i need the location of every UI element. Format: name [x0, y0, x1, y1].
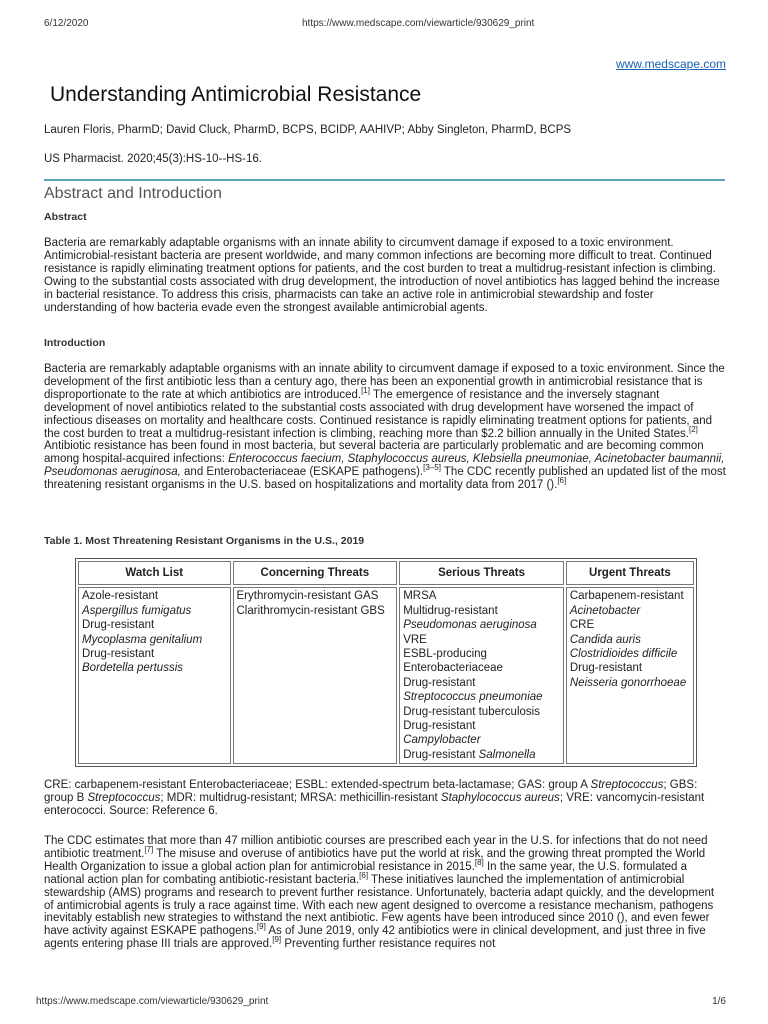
- organism-entry: Azole-resistant: [82, 590, 159, 603]
- organism-entry: Mycoplasma genitalium: [82, 633, 203, 646]
- reference-link[interactable]: [6]: [359, 870, 369, 880]
- article-title: Understanding Antimicrobial Resistance: [50, 83, 422, 106]
- organism-entry: MRSA: [403, 590, 437, 603]
- reference-link[interactable]: [3–5]: [423, 463, 441, 473]
- print-header-url: https://www.medscape.com/viewarticle/930629_print: [302, 18, 535, 29]
- body-paragraph: The CDC estimates that more than 47 million antibiotic courses are prescribed each year in the U.S. for infections that do not need antibiotic treatment.[7] The misuse and overuse of antibiotics have put the world at risk, and the growing threat prompted the World Health Organization to issue a global action plan for antimicrobial resistance in 2015.[8] In the same year, the U.S. formulated a national action plan for combating antibiotic-resistant bacteria.[6] These initiatives launched the implementation of antimicrobial stewardship (AMS) programs and research to prevent further resistance. Unfortunately, bacteria adapt quickly, and the development of antimicrobial agents is truly a race against time. With each new agent designed to overcome a resistance mechanism, pathogens inevitably establish new strategies to withstand the next antibiotic. Few agents have been introduced since 2010 (), and even fewer have activity against ESKAPE pathogens.[9] As of June 2019, only 42 antibiotics were in clinical development, and just three in five agents entering phase III trials are approved.[9] Preventing further resistance requires not: [44, 835, 715, 951]
- organism-entry: Drug-resistant: [82, 648, 155, 661]
- organism-entry: VRE: [403, 633, 427, 646]
- organism-entry: Multidrug-resistant: [403, 604, 498, 617]
- organism-entry: Enterobacteriaceae: [403, 662, 503, 675]
- threats-table: [75, 558, 697, 767]
- organism-entry: Candida auris: [569, 633, 641, 646]
- organism-entry: Drug-resistant Salmonella: [403, 748, 536, 761]
- table-row: [78, 587, 694, 764]
- organism-entry: Bordetella pertussis: [82, 662, 183, 675]
- reference-link[interactable]: [6]: [557, 476, 567, 486]
- organism-entry: Drug-resistant: [569, 662, 643, 675]
- reference-link[interactable]: [8]: [474, 857, 484, 867]
- organism-entry: Clostridioides difficile: [569, 648, 678, 661]
- article-authors: Lauren Floris, PharmD; David Cluck, PharmD, BCPS, BCIDP, AAHIVP; Abby Singleton, PharmD, BCPS: [44, 124, 572, 136]
- introduction-heading: Introduction: [44, 337, 106, 349]
- page-number: 1/6: [712, 996, 726, 1007]
- organism-entry: Carbapenem-resistant: [569, 590, 684, 603]
- reference-link[interactable]: [1]: [361, 385, 370, 395]
- section-title: Abstract and Introduction: [44, 185, 222, 202]
- organism-entry: Acinetobacter: [569, 604, 641, 617]
- serious-threats-cell: [399, 587, 564, 764]
- table-header-serious-threats: Serious Threats: [399, 561, 564, 585]
- organism-entry: Drug-resistant: [403, 676, 476, 689]
- table-header-urgent-threats: Urgent Threats: [566, 561, 694, 585]
- article-citation: US Pharmacist. 2020;45(3):HS-10--HS-16.: [44, 153, 262, 165]
- organism-entry: Drug-resistant tuberculosis: [403, 705, 540, 718]
- reference-link[interactable]: [9]: [272, 935, 282, 945]
- abstract-paragraph: Bacteria are remarkably adaptable organisms with an innate ability to circumvent damage if exposed to a toxic environment. Antimicrobial-resistant bacteria are present worldwide, and many common infections are becoming more difficult to treat. Continued resistance is rapidly eliminating treatment options for patients, and the cost burden to treat a multidrug-resistant infection is climbing. Owing to the substantial costs associated with drug development, the introduction of novel antibiotics has lagged behind the increase in bacterial resistance. To address this crisis, pharmacists can take an active role in antimicrobial stewardship and foster understanding of how bacteria evade even the strongest available antimicrobial agents.: [44, 237, 720, 314]
- table-header-concerning-threats: Concerning Threats: [233, 561, 398, 585]
- organism-entry: CRE: [569, 619, 595, 632]
- print-footer-url: https://www.medscape.com/viewarticle/930629_print: [36, 996, 269, 1007]
- organism-entry: Streptococcus pneumoniae: [403, 691, 543, 704]
- reference-link[interactable]: [7]: [144, 845, 154, 855]
- organism-entry: Aspergillus fumigatus: [82, 604, 192, 617]
- organism-entry: Pseudomonas aeruginosa: [403, 619, 537, 632]
- abstract-heading: Abstract: [44, 211, 87, 223]
- medscape-site-link[interactable]: www.medscape.com: [615, 57, 726, 71]
- organism-entry: Erythromycin-resistant GAS: [236, 590, 379, 603]
- organism-entry: Drug-resistant: [403, 720, 476, 733]
- organism-entry: Drug-resistant: [82, 619, 155, 632]
- organism-entry: ESBL-producing: [403, 648, 487, 661]
- table-header-watch-list: Watch List: [78, 561, 231, 585]
- organism-entry: Campylobacter: [403, 734, 481, 747]
- introduction-paragraph: Bacteria are remarkably adaptable organisms with an innate ability to circumvent damage if exposed to a toxic environment. Since the development of the first antibiotic less than a century ago, there has been an exponential growth in antimicrobial resistance that is disproportionate to the rate at which antibiotics are introduced.[1] The emergence of resistance and the inversely stagnant development of novel antibiotics related to the substantial costs associated with drug development have worsened the impact of infectious diseases on mortality and healthcare costs. Continued resistance is rapidly eliminating treatment options for patients, and the cost burden to treat a multidrug-resistant infection is climbing, reaching more than $2.2 billion annually in the United States.[2] Antibiotic resistance has been found in most bacteria, but several bacteria are particularly problematic and are becoming common among hospital-acquired infections: Enterococcus faecium, Staphylococcus aureus, Klebsiella pneumoniae, Acinetobacter baumannii, Pseudomonas aeruginosa, and Enterobacteriaceae (ESKAPE pathogens).[3–5] The CDC recently published an updated list of the most threatening resistant organisms in the U.S. based on hospitalizations and mortality data from 2017 ().[6]: [44, 363, 726, 492]
- reference-link[interactable]: [9]: [256, 922, 266, 932]
- watch-list-cell: [78, 587, 231, 764]
- table-title: Table 1. Most Threatening Resistant Organisms in the U.S., 2019: [44, 535, 365, 547]
- organism-entry: Neisseria gonorrhoeae: [569, 676, 687, 689]
- organism-entry: Clarithromycin-resistant GBS: [236, 604, 385, 617]
- section-divider: [44, 179, 725, 181]
- concerning-threats-cell: [233, 587, 398, 764]
- urgent-threats-cell: [566, 587, 694, 764]
- table-footnote: CRE: carbapenem-resistant Enterobacteriaceae; ESBL: extended-spectrum beta-lactamase; GAS: group A Streptococcus; GBS: group B Streptococcus; MDR: multidrug-resistant; MRSA: methicillin-resistant Staphylococcus aureus; VRE: vancomycin-resistant enterococci. Source: Reference 6.: [44, 779, 705, 817]
- print-date: 6/12/2020: [44, 18, 89, 29]
- reference-link[interactable]: [2]: [689, 424, 698, 434]
